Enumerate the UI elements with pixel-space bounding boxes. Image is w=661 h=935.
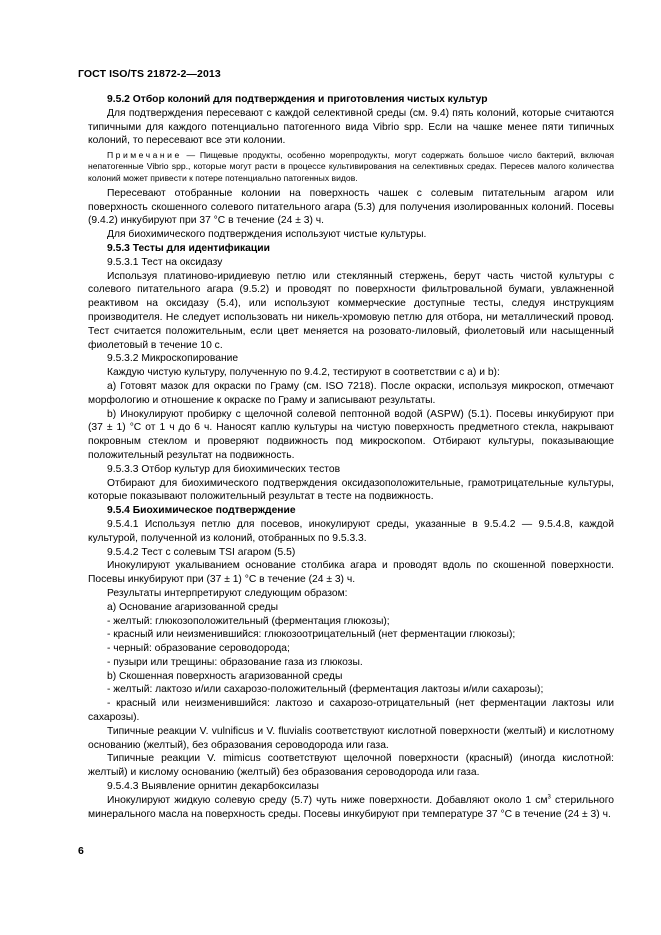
subsection-title: 9.5.3.3 Отбор культур для биохимических тестов — [107, 463, 341, 475]
paragraph: Инокулируют укалыванием основание столбика агара и проводят вдоль по скошенной поверхности. Посевы инкубируют при (37 ± 1) °С в течение (24 ± 3) ч. — [88, 560, 614, 586]
note — [88, 150, 614, 184]
list-title: а) Основание агаризованной среды — [107, 601, 279, 613]
subsection-title: 9.5.3.1 Тест на оксидазу — [107, 256, 223, 268]
paragraph — [88, 794, 614, 822]
list-item: - черный: образование сероводорода; — [107, 643, 290, 655]
document-body — [88, 93, 614, 821]
paragraph: Отбирают для биохимического подтверждения оксидазоположительные, грамотрицательные культуры, которые показывают положительный результат в тесте на подвижность. — [88, 477, 614, 503]
list-item: - красный или неизменившийся: лактозо и сахарозо-отрицательный (нет ферментации лактозы или сахарозы). — [88, 698, 614, 724]
list-item: - пузыри или трещины: образование газа из глюкозы. — [107, 656, 363, 668]
subsection-title: 9.5.4.2 Тест с солевым TSI агаром (5.5) — [107, 546, 296, 558]
subsection-title: 9.5.3.2 Микроскопирование — [107, 353, 239, 365]
note-label: Примечание — [107, 150, 182, 161]
paragraph: 9.5.4.1 Используя петлю для посевов, инокулируют среды, указанные в 9.5.4.2 — 9.5.4.8, каждой культурой, полученной из колоний, отобранных по 9.5.3.3. — [88, 518, 614, 544]
page-number: 6 — [78, 845, 84, 857]
note-text: — Пищевые продукты, особенно морепродукты, могут содержать большое число бактерий, включая непатогенные Vibrio spp., которые могут расти в процессе культивирования на селективных средах. Пересев малого количества колоний может привести к потере потенциально патогенных видов. — [88, 150, 614, 183]
paragraph: Пересевают отобранные колонии на поверхность чашек с солевым питательным агаром или поверхность скошенного солевого питательного агара (5.3) для получения изолированных колоний. Посевы (9.4.2) инкубируют при 37 °С в течение (24 ± 3) ч. — [88, 187, 614, 227]
paragraph: Для биохимического подтверждения используют чистые культуры. — [107, 229, 427, 241]
subsection-title: 9.5.4.3 Выявление орнитин декарбоксилазы — [107, 781, 319, 793]
list-item: - желтый: лактозо и/или сахарозо-положительный (ферментация лактозы и/или сахарозы); — [107, 684, 544, 696]
text-fragment: стерильного минерального масла на поверхность среды. Посевы инкубируют при температуре 37 °С в течение (24 ± 3) ч. — [88, 794, 614, 820]
paragraph: Для подтверждения пересевают с каждой селективной среды (см. 9.4) пять колоний, которые считаются типичными для каждого потенциально патогенного вида Vibrio spp. Если на чашке менее пяти типичных колоний, то пересевают все эти колонии. — [88, 107, 614, 147]
section-heading-9-5-2: 9.5.2 Отбор колоний для подтверждения и приготовления чистых культур — [107, 94, 488, 105]
section-heading-9-5-3: 9.5.3 Тесты для идентификации — [107, 242, 270, 254]
paragraph: Результаты интерпретируют следующим образом: — [107, 587, 348, 599]
paragraph: Типичные реакции V. mimicus соответствуют щелочной поверхности (красный) (иногда кислотной: желтый) и кислому основанию (желтый) без образования сероводорода или газа. — [88, 753, 614, 779]
paragraph: Каждую чистую культуру, полученную по 9.4.2, тестируют в соответствии с а) и b): — [107, 367, 500, 379]
list-item: b) Инокулируют пробирку с щелочной солевой пептонной водой (ASPW) (5.1). Посевы инкубируют при (37 ± 1) °С от 1 ч до 6 ч. Наносят каплю культуры на чистую поверхность предметного стекла, накрывают покровным стеклом и проверяют подвижность под микроскопом. Отбирают культуры, показывающие положительный результат на подвижность. — [88, 408, 614, 461]
paragraph: Используя платиново-иридиевую петлю или стеклянный стержень, берут часть чистой культуры с солевого питательного агара (9.5.2) и проводят по поверхности фильтровальной бумаги, увлажненной реактивом на оксидазу (5.4), или используют коммерческие доступные тесты, следуя инструкциям производителя. Не следует использовать ни никель-хромовую петлю для отбора, ни металлический провод. Тест считается положительным, если цвет меняется на розовато-лиловый, фиолетовый или насыщенный фиолетовый в течение 10 с. — [88, 270, 614, 351]
list-title: b) Скошенная поверхность агаризованной среды — [107, 670, 343, 682]
list-item: а) Готовят мазок для окраски по Граму (см. ISO 7218). После окраски, используя микроскоп, отмечают морфологию и отношение к окраске по Граму и записывают результаты. — [88, 380, 614, 406]
paragraph: Типичные реакции V. vulnificus и V. fluvialis соответствуют кислотной поверхности (желтый) и кислотному основанию (желтый), без образования сероводорода или газа. — [88, 725, 614, 751]
superscript: 3 — [547, 794, 551, 801]
list-item: - желтый: глюкозоположительный (ферментация глюкозы); — [107, 615, 390, 627]
list-item: - красный или неизменившийся: глюкозоотрицательный (нет ферментации глюкозы); — [107, 629, 516, 641]
document-code-header: ГОСТ ISO/TS 21872-2—2013 — [78, 68, 221, 80]
section-heading-9-5-4: 9.5.4 Биохимическое подтверждение — [107, 505, 296, 517]
text-fragment: Инокулируют жидкую солевую среду (5.7) чуть ниже поверхности. Добавляют около 1 см — [107, 794, 548, 806]
